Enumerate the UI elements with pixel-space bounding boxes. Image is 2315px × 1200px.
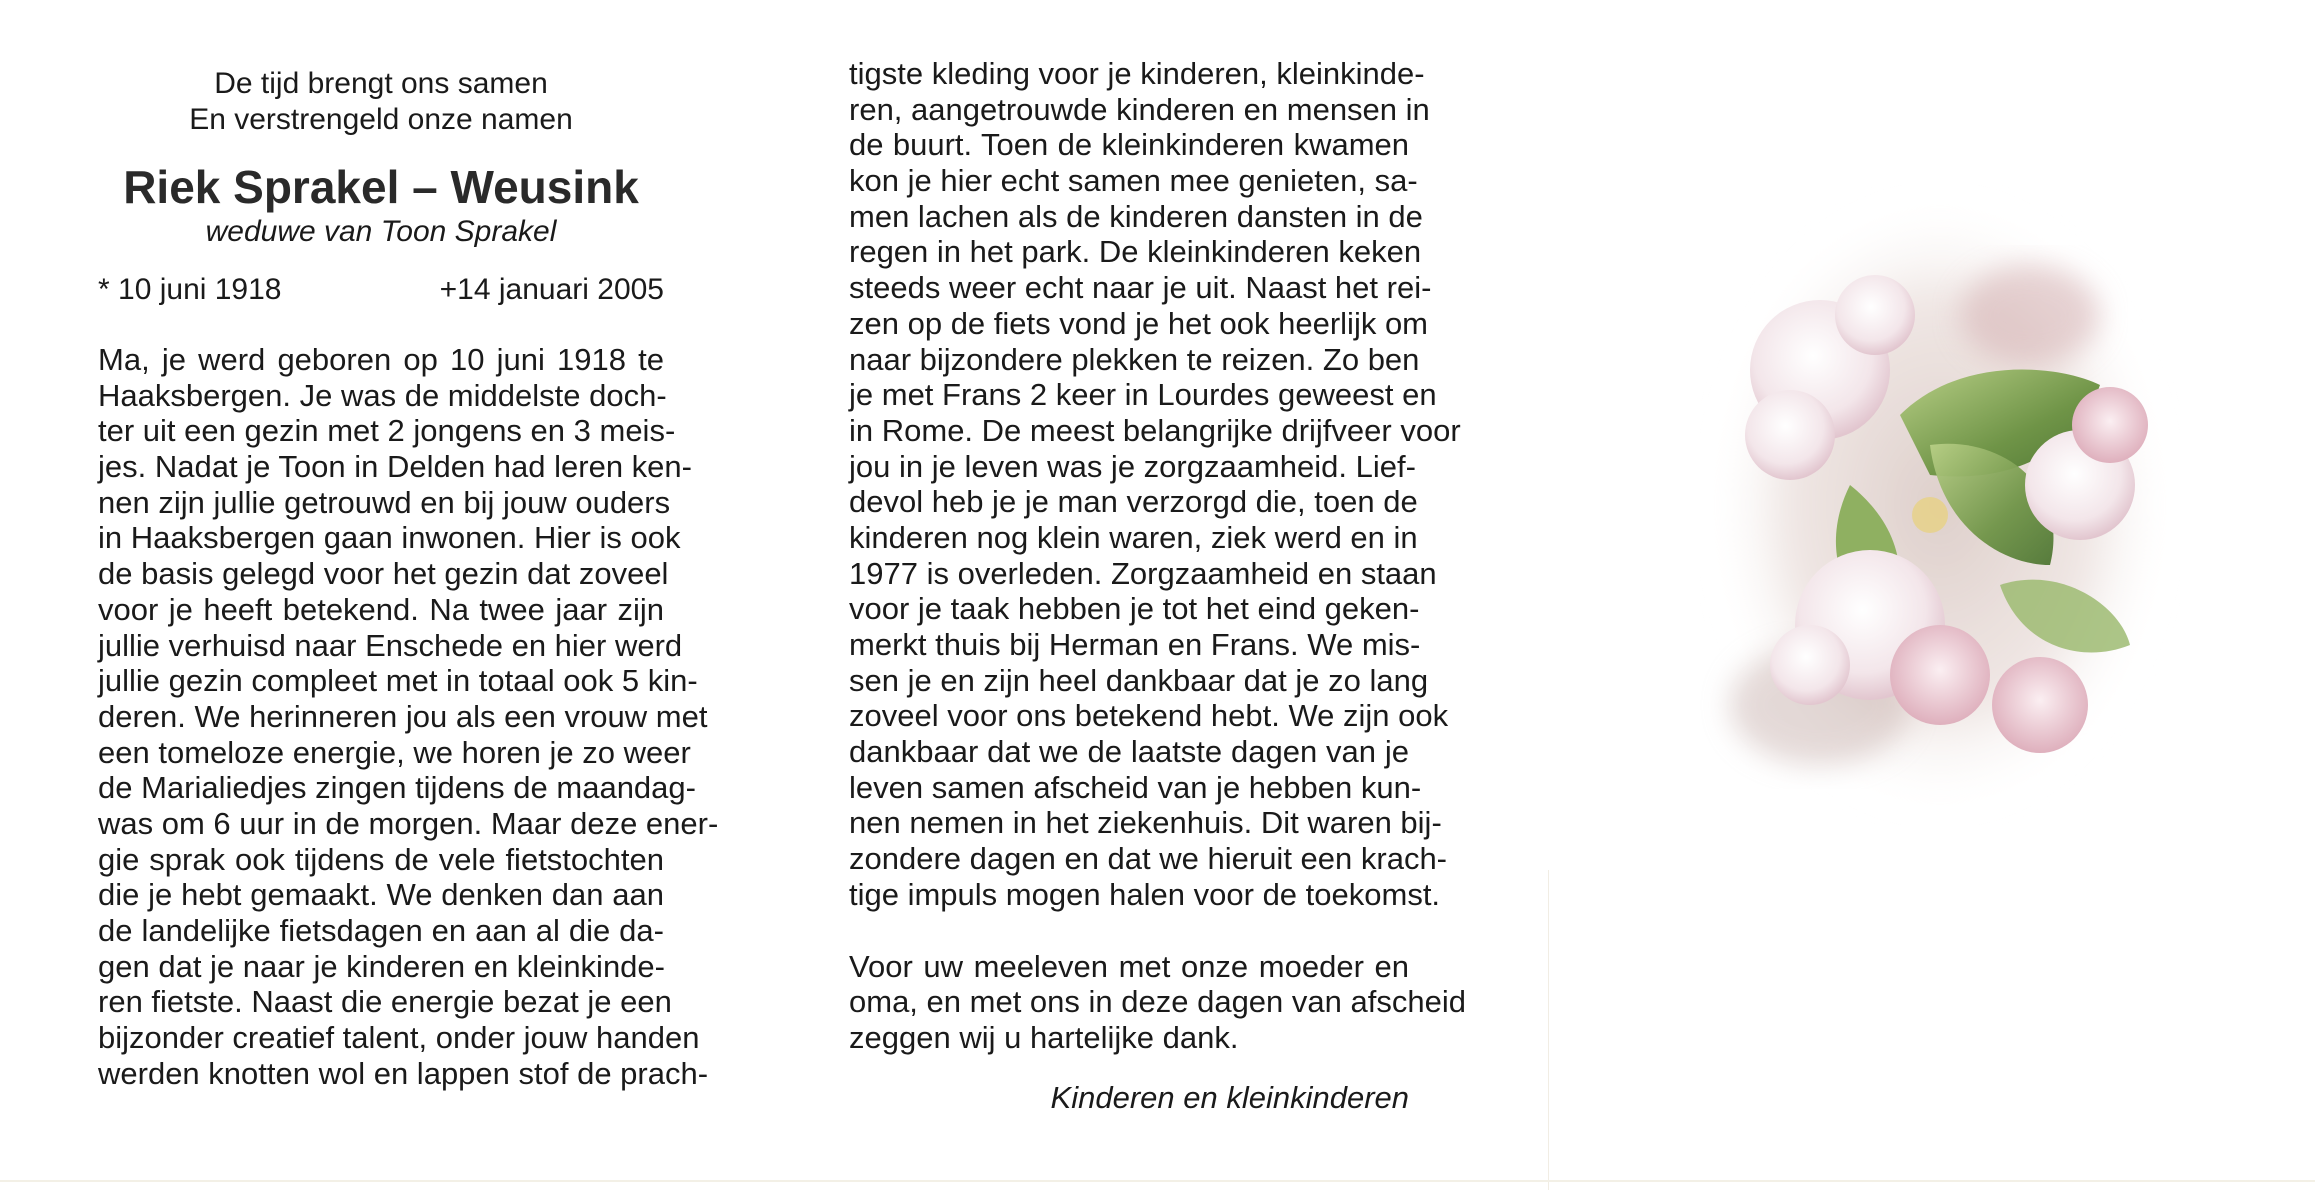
text-line: de basis gelegd voor het gezin dat zoveel bbox=[98, 556, 669, 592]
text-line: bijzonder creatief talent, onder jouw handen bbox=[98, 1020, 700, 1056]
text-line: jes. Nadat je Toon in Delden had leren ken- bbox=[98, 449, 692, 485]
left-column bbox=[98, 66, 719, 1091]
text-line: ter uit een gezin met 2 jongens en 3 meis- bbox=[98, 413, 676, 449]
text-line: kon je hier echt samen mee genieten, sa- bbox=[849, 163, 1418, 199]
card-edge bbox=[0, 1180, 2315, 1182]
text-line: een tomeloze energie, we horen je zo weer bbox=[98, 734, 691, 770]
text-line: steeds weer echt naar je uit. Naast het rei- bbox=[849, 270, 1432, 306]
text-line: in Haaksbergen gaan inwonen. Hier is ook bbox=[98, 520, 681, 556]
biography-left bbox=[98, 342, 719, 1091]
text-line: zen op de fiets vond je het ook heerlijk om bbox=[849, 305, 1429, 341]
text-line: tigste kleding voor je kinderen, kleinkinde- bbox=[849, 56, 1425, 91]
text-line: je met Frans 2 keer in Lourdes geweest en bbox=[849, 377, 1437, 413]
dates bbox=[98, 272, 664, 308]
text-line: Haaksbergen. Je was de middelste doch- bbox=[98, 377, 667, 413]
text-line: in Rome. De meest belangrijke drijfveer voor bbox=[849, 412, 1461, 448]
text-line: merkt thuis bij Herman en Frans. We mis- bbox=[849, 627, 1421, 662]
text-line: Ma, je werd geboren op 10 juni 1918 te bbox=[98, 342, 664, 377]
text-line: sen je en zijn heel dankbaar dat je zo lang bbox=[849, 662, 1429, 698]
text-line: devol heb je je man verzorgd die, toen de bbox=[849, 484, 1418, 520]
text-line: nen zijn jullie getrouwd en bij jouw ouders bbox=[98, 484, 671, 520]
text-line: de buurt. Toen de kleinkinderen kwamen bbox=[849, 127, 1409, 163]
text-line: de landelijke fietsdagen en aan al die da- bbox=[98, 913, 664, 948]
thanks-text bbox=[849, 948, 1466, 1056]
text-line: regen in het park. De kleinkinderen keken bbox=[849, 234, 1422, 270]
text-line: dankbaar dat we de laatste dagen van je bbox=[849, 734, 1409, 770]
text-line: jullie verhuisd naar Enschede en hier werd bbox=[98, 627, 683, 663]
deceased-name: Riek Sprakel – Weusink bbox=[123, 161, 639, 213]
text-line: men lachen als de kinderen dansten in de bbox=[849, 198, 1423, 234]
text-line: jou in je leven was je zorgzaamheid. Lief- bbox=[849, 448, 1416, 484]
text-line: voor je taak hebben je tot het eind geken- bbox=[849, 591, 1420, 627]
verse bbox=[98, 66, 664, 138]
text-line: was om 6 uur in de morgen. Maar deze ener- bbox=[98, 805, 719, 841]
widow-of: weduwe van Toon Sprakel bbox=[205, 215, 557, 248]
text-line: ren fietste. Naast die energie bezat je een bbox=[98, 984, 672, 1020]
text-line: die je hebt gemaakt. We denken dan aan bbox=[98, 877, 664, 913]
apple-blossom-image bbox=[1700, 185, 2180, 825]
right-column bbox=[849, 56, 1466, 1115]
text-line: Voor uw meeleven met onze moeder en bbox=[849, 948, 1409, 984]
verse-line: De tijd brengt ons samen bbox=[214, 67, 548, 100]
text-line: zondere dagen en dat we hieruit een krach- bbox=[849, 841, 1448, 877]
death-date: +14 januari 2005 bbox=[439, 273, 664, 306]
text-line: kinderen nog klein waren, ziek werd en in bbox=[849, 519, 1418, 555]
text-line: voor je heeft betekend. Na twee jaar zijn bbox=[98, 591, 664, 627]
verse-line: En verstrengeld onze namen bbox=[189, 103, 573, 136]
birth-date: * 10 juni 1918 bbox=[98, 273, 282, 306]
text-line: zeggen wij u hartelijke dank. bbox=[849, 1019, 1239, 1055]
text-line: ren, aangetrouwde kinderen en mensen in bbox=[849, 91, 1430, 127]
text-line: 1977 is overleden. Zorgzaamheid en staan bbox=[849, 555, 1437, 591]
text-line: tige impuls mogen halen voor de toekomst. bbox=[849, 876, 1441, 912]
fold-line bbox=[1548, 870, 1549, 1190]
text-line: gen dat je naar je kinderen en kleinkinde- bbox=[98, 948, 665, 984]
text-line: werden knotten wol en lappen stof de prach- bbox=[98, 1055, 709, 1091]
text-line: de Marialiedjes zingen tijdens de maandag- bbox=[98, 770, 696, 806]
text-line: deren. We herinneren jou als een vrouw met bbox=[98, 698, 708, 734]
biography-right bbox=[849, 56, 1461, 913]
text-line: leven samen afscheid van je hebben kun- bbox=[849, 769, 1422, 805]
text-line: oma, en met ons in deze dagen van afscheid bbox=[849, 984, 1466, 1020]
signature: Kinderen en kleinkinderen bbox=[1050, 1079, 1409, 1115]
text-line: gie sprak ook tijdens de vele fietstochten bbox=[98, 841, 664, 877]
text-line: nen nemen in het ziekenhuis. Dit waren bij- bbox=[849, 805, 1442, 841]
text-line: zoveel voor ons betekend hebt. We zijn ook bbox=[849, 698, 1449, 734]
text-line: jullie gezin compleet met in totaal ook 5 kin- bbox=[98, 663, 698, 699]
text-line: naar bijzondere plekken te reizen. Zo ben bbox=[849, 341, 1420, 377]
